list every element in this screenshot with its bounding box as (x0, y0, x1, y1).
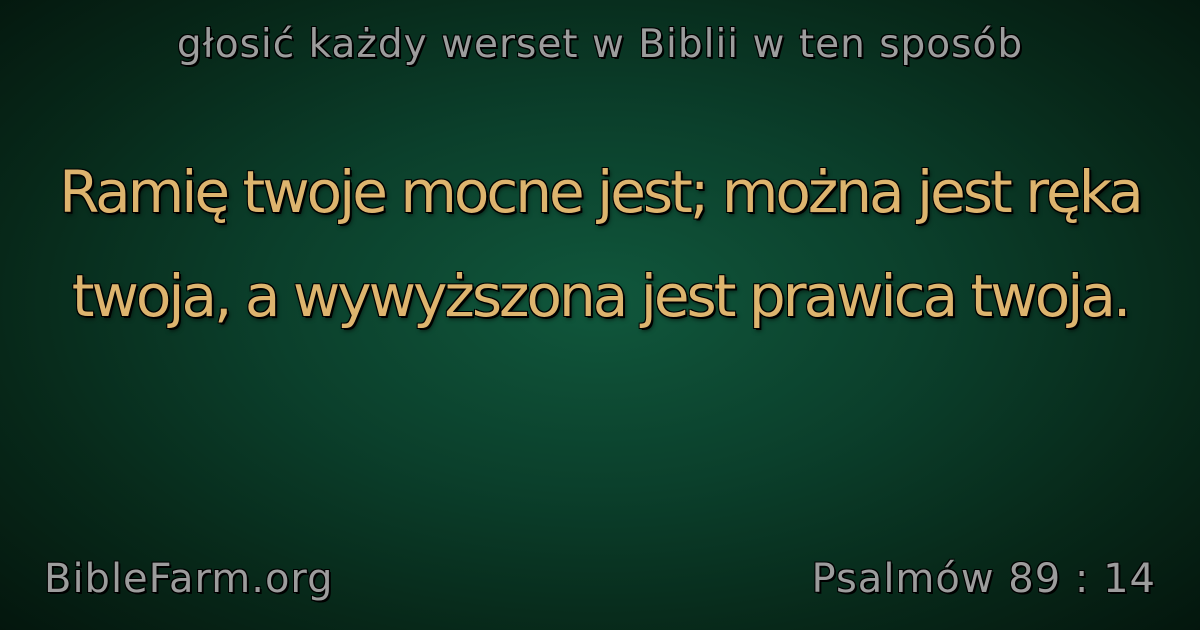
verse-text: Ramię twoje mocne jest; można jest ręka twoja, a wywyższona jest prawica twoja. (59, 158, 1141, 330)
verse-reference: Psalmów 89 : 14 (811, 556, 1156, 602)
site-name: BibleFarm.org (44, 556, 334, 602)
tagline: głosić każdy werset w Biblii w ten sposób (176, 22, 1024, 67)
